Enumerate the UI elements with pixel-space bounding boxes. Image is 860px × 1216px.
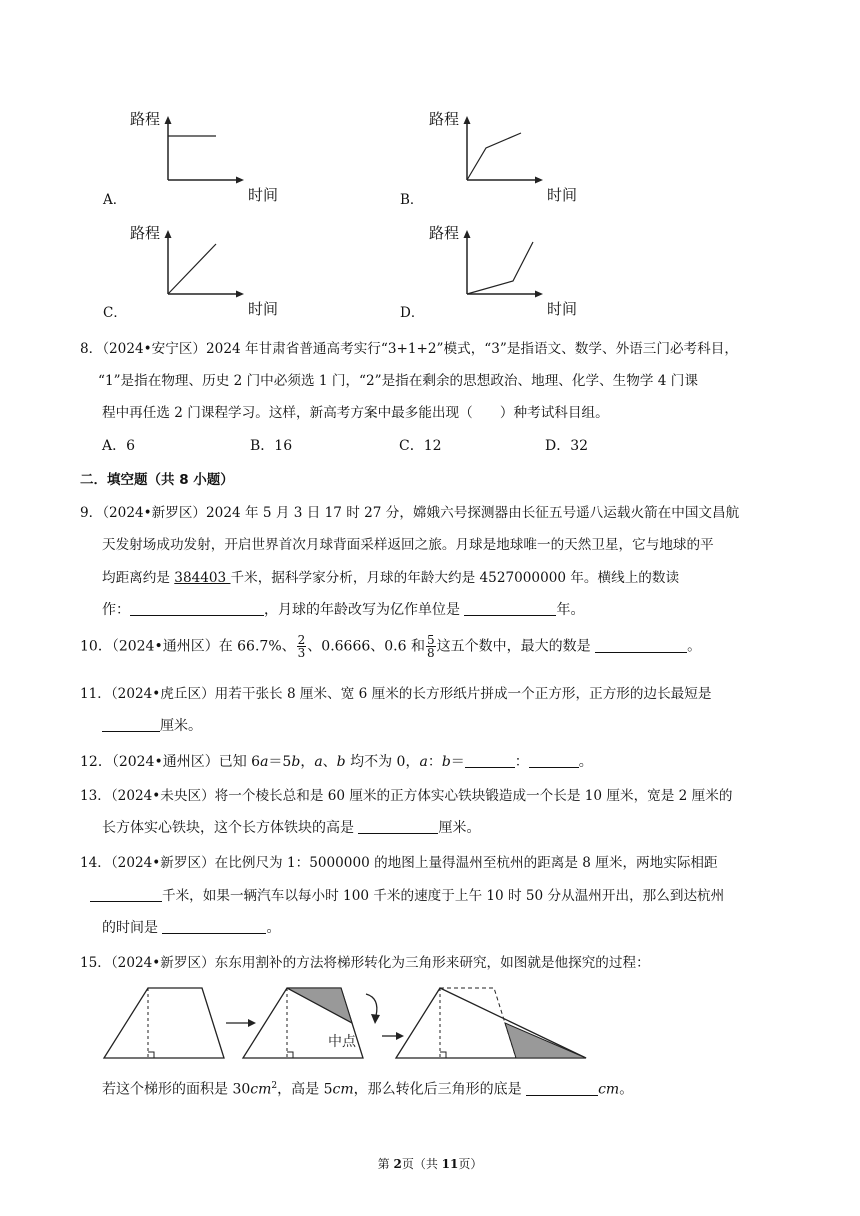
x-axis-label: 时间 [547, 300, 578, 318]
option-c-label: C． [103, 305, 127, 321]
fraction: $\frac{5}{8}$ [426, 633, 435, 660]
question-12 [80, 752, 593, 772]
q15-line2-pre: 若这个梯形的面积是 30 [102, 1081, 251, 1098]
answer-blank[interactable] [529, 753, 579, 768]
trapezoid-transformation-diagram [98, 980, 598, 1064]
section-title: 二．填空题（共 8 小题） [80, 472, 234, 488]
q13-line2 [102, 818, 480, 838]
q11-line2 [102, 716, 202, 736]
q12-mid: ， [300, 754, 315, 770]
trapezoid-figure [104, 988, 224, 1058]
q8-option-d: D．32 [545, 438, 589, 454]
superscript: 2 [271, 1081, 278, 1091]
triangle-figure [396, 988, 586, 1058]
q11-line2-post: 厘米。 [160, 718, 202, 734]
right-arrow-icon [226, 1019, 256, 1027]
straight-line-graph-icon [126, 222, 286, 320]
var-b: b [291, 754, 301, 770]
q15-line2-mid: ，高是 5 [277, 1081, 333, 1098]
q9-line3-pre: 均距离约是 [102, 570, 175, 586]
q9-line4-post: 年。 [556, 602, 585, 618]
q9-line4-pre: 作： [102, 602, 130, 618]
var-b: b [441, 754, 451, 770]
option-a-graph [126, 108, 286, 206]
q15-line2 [102, 1076, 633, 1100]
q14-line2 [90, 886, 724, 906]
q10-end: 。 [687, 638, 702, 655]
answer-blank[interactable] [130, 601, 264, 616]
q14-line2-post: 千米，如果一辆汽车以每小时 100 千米的速度于上午 10 时 50 分从温州开出，那么到达杭州 [162, 888, 725, 904]
y-axis-label: 路程 [429, 110, 460, 128]
answer-blank[interactable] [162, 919, 266, 934]
y-axis-label: 路程 [130, 110, 161, 128]
gentle-then-steep-graph-icon [425, 222, 585, 320]
answer-blank[interactable] [595, 638, 687, 653]
q11-line1: 11．（2024•虎丘区）用若干张长 8 厘米、宽 6 厘米的长方形纸片拼成一个正方形，正方形的边长最短是 [80, 686, 712, 702]
q15-line1: 15．（2024•新罗区）东东用割补的方法将梯形转化为三角形来研究，如图就是他探究的过程： [80, 955, 650, 971]
total-pages: 11 [441, 1157, 459, 1171]
q12-colon2: ： [514, 754, 529, 770]
q12-colon: ： [427, 754, 442, 770]
q8-line1: 8．（2024•安宁区）2024 年甘肃省普通高考实行“3+1+2”模式，“3”是指语文、数学、外语三门必考科目， [80, 341, 738, 357]
var-a: a [314, 754, 323, 770]
cut-trapezoid-figure [243, 988, 363, 1058]
var-a: a [260, 754, 269, 770]
question-10 [80, 634, 701, 659]
midpoint-label: 中点 [328, 1034, 356, 1050]
q13-line1: 13．（2024•未央区）将一个棱长总和是 60 厘米的正方体实心铁块锻造成一个长是 10 厘米，宽是 2 厘米的 [80, 788, 733, 804]
footer-mid: 页（共 [401, 1157, 442, 1171]
unit-cm: cm [250, 1081, 272, 1098]
q12-eq: ＝5 [268, 754, 292, 770]
unit-cm: cm [332, 1081, 354, 1098]
q14-line3-pre: 的时间是 [102, 920, 163, 936]
q8-line3: 程中再任选 2 门课程学习。这样，新高考方案中最多能出现（ ）种考试科目组。 [102, 405, 609, 421]
option-c-graph [126, 222, 286, 320]
answer-blank[interactable] [90, 887, 162, 902]
flat-line-graph-icon [126, 108, 286, 206]
option-b-label: B． [400, 192, 424, 208]
var-b: b [336, 754, 346, 770]
answer-blank[interactable] [465, 753, 515, 768]
rotate-arrow-icon [366, 994, 380, 1024]
q12-sep: 、 [322, 754, 337, 770]
q12-pre: 12．（2024•通州区）已知 6 [80, 754, 261, 770]
q14-line3 [102, 918, 280, 938]
page-number: 2 [393, 1157, 402, 1171]
answer-blank[interactable] [526, 1081, 598, 1096]
q12-mid2: 均不为 0， [345, 754, 420, 770]
q9-line4-mid: ，月球的年龄改写为亿作单位是 [264, 602, 465, 618]
unit-cm: cm [598, 1081, 620, 1098]
q9-underlined-number: 384403 [174, 570, 231, 586]
var-a: a [419, 754, 428, 770]
x-axis-label: 时间 [547, 186, 578, 204]
right-arrow-icon [382, 1032, 404, 1040]
q9-line3 [102, 568, 679, 588]
option-d-graph [425, 222, 585, 320]
option-a-label: A． [103, 192, 127, 208]
q15-line2-end: 。 [619, 1081, 634, 1098]
x-axis-label: 时间 [248, 186, 279, 204]
q12-end: 。 [578, 754, 593, 770]
q13-line2-post: 厘米。 [438, 820, 481, 836]
q10-pre: 10．（2024•通州区）在 66.7%、 [80, 638, 296, 655]
q14-line3-post: 。 [266, 920, 281, 936]
q10-post: 这五个数中，最大的数是 [436, 638, 596, 655]
steep-then-gentle-graph-icon [425, 108, 585, 206]
q8-option-c: C．12 [399, 438, 442, 454]
q14-line1: 14．（2024•新罗区）在比例尺为 1：5000000 的地图上量得温州至杭州的距离是 8 厘米，两地实际相距 [80, 855, 718, 871]
answer-blank[interactable] [102, 717, 160, 732]
q10-mid: 、0.6666、0.6 和 [307, 638, 425, 655]
q9-line4 [102, 600, 584, 620]
q9-line3-post: 千米，据科学家分析，月球的年龄大约是 4527000000 年。横线上的数读 [230, 570, 680, 586]
page-footer [0, 1155, 860, 1172]
q15-line2-mid2: ，那么转化后三角形的底是 [353, 1081, 527, 1098]
answer-blank[interactable] [358, 819, 438, 834]
q12-eq2: ＝ [450, 754, 465, 770]
y-axis-label: 路程 [429, 224, 460, 242]
answer-blank[interactable] [464, 601, 556, 616]
q9-line2: 天发射场成功发射，开启世界首次月球背面采样返回之旅。月球是地球唯一的天然卫星，它与地球的平 [102, 537, 714, 553]
q13-line2-pre: 长方体实心铁块，这个长方体铁块的高是 [102, 820, 359, 836]
q8-option-b: B．16 [250, 438, 293, 454]
option-b-graph [425, 108, 585, 206]
option-d-label: D． [400, 305, 425, 321]
footer-post: 页） [458, 1157, 483, 1171]
q8-line2: “1”是指在物理、历史 2 门中必须选 1 门，“2”是指在剩余的思想政治、地理、化学、生物学 4 门课 [98, 373, 698, 389]
y-axis-label: 路程 [130, 224, 161, 242]
q9-line1: 9．（2024•新罗区）2024 年 5 月 3 日 17 时 27 分，嫦娥六号探测器由长征五号遥八运载火箭在中国文昌航 [80, 505, 740, 521]
footer-pre: 第 [377, 1157, 394, 1171]
x-axis-label: 时间 [248, 300, 279, 318]
q8-option-a: A．6 [102, 438, 136, 454]
fraction: $\frac{2}{3}$ [297, 633, 306, 660]
